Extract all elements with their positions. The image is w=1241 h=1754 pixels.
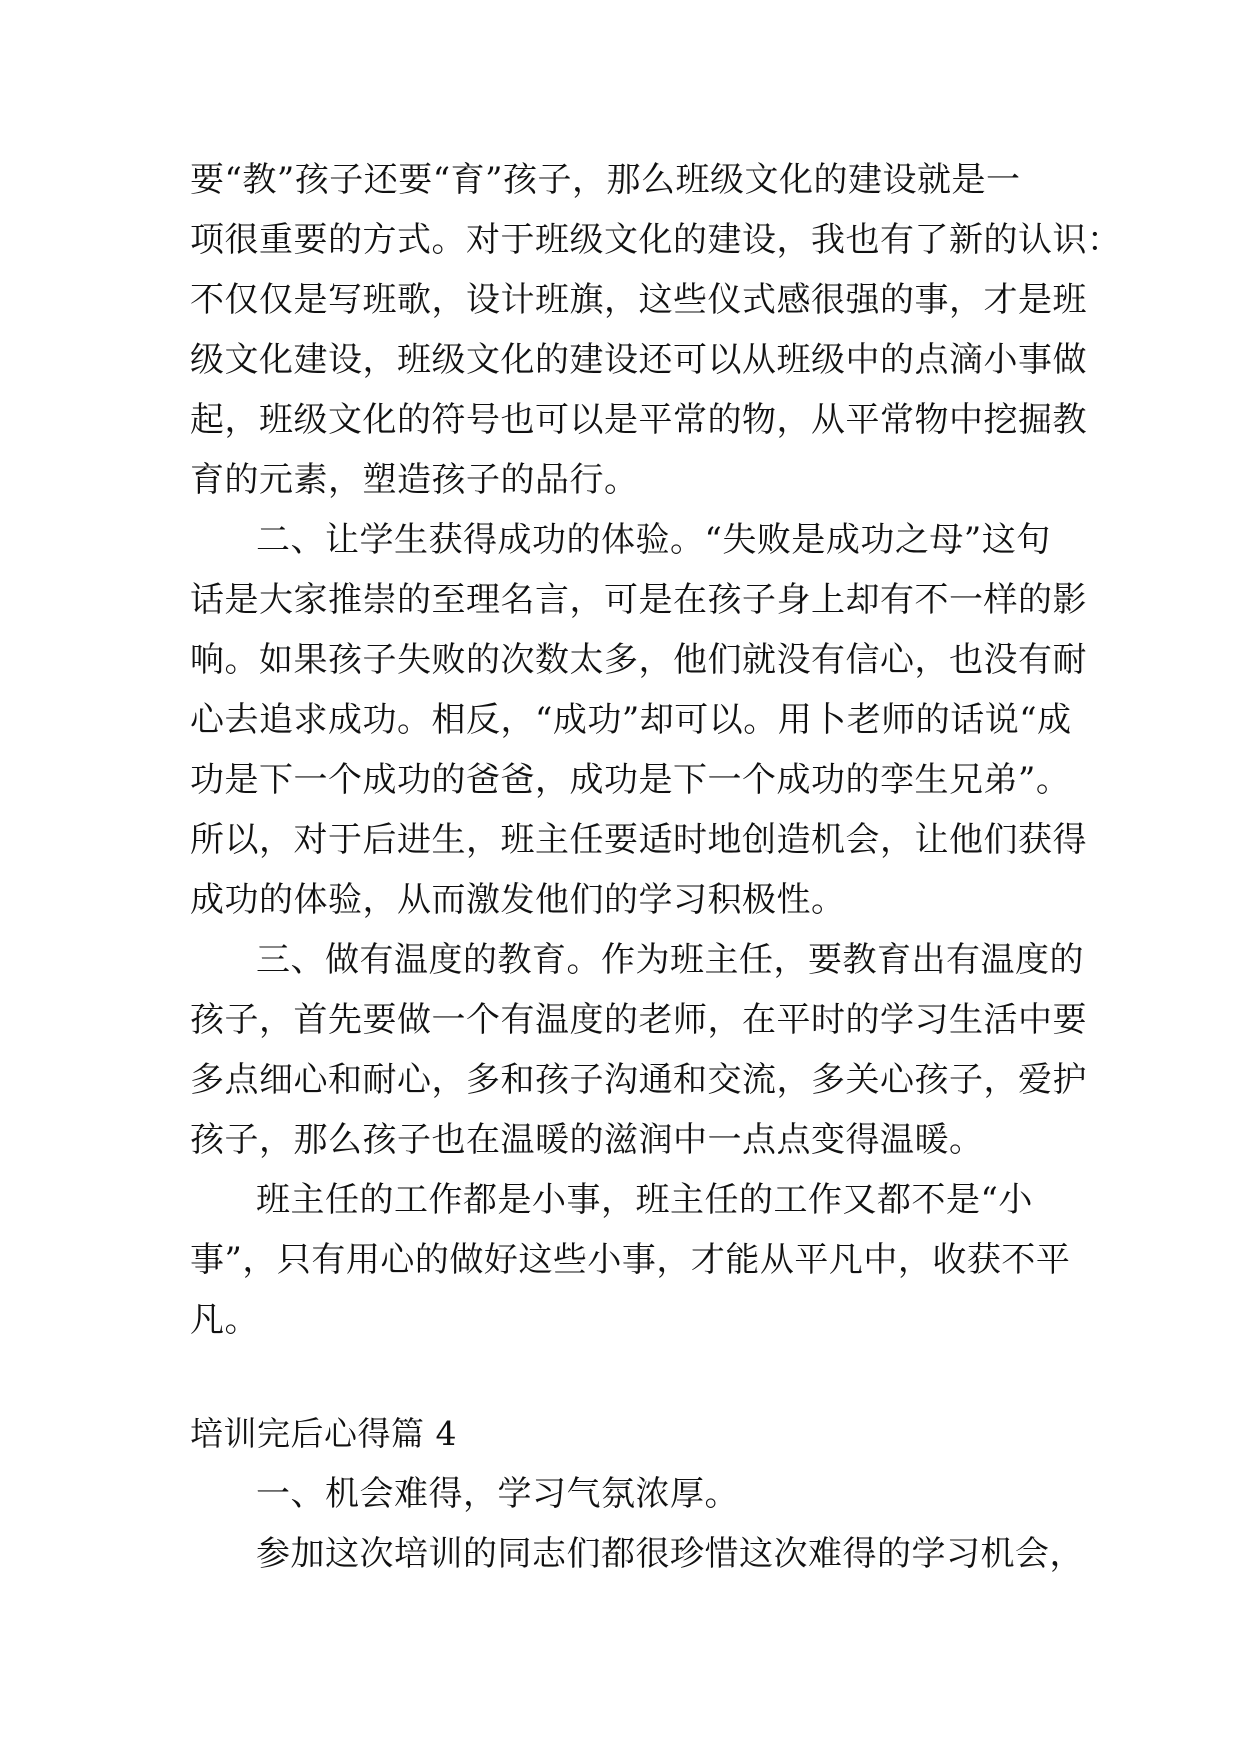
text-line: 不仅仅是写班歌，设计班旗，这些仪式感很强的事，才是班 (190, 280, 1087, 320)
text-line: 起，班级文化的符号也可以是平常的物，从平常物中挖掘教 (190, 400, 1087, 440)
section-spacer (190, 1350, 1058, 1404)
section-paragraph-start: 参加这次培训的同志们都很珍惜这次难得的学习机会， (256, 1534, 1084, 1574)
text-line: 凡。 (190, 1300, 259, 1340)
text-line: 二、让学生获得成功的体验。“失败是成功之母”这句 (256, 520, 1051, 560)
text-line: 功是下一个成功的爸爸，成功是下一个成功的孪生兄弟”。 (190, 760, 1071, 800)
text-line: 要“教”孩子还要“育”孩子，那么班级文化的建设就是一 (190, 160, 1021, 200)
text-line: 级文化建设，班级文化的建设还可以从班级中的点滴小事做 (190, 340, 1087, 380)
text-line: 话是大家推崇的至理名言，可是在孩子身上却有不一样的影 (190, 580, 1087, 620)
text-line: 成功的体验，从而激发他们的学习积极性。 (190, 880, 846, 920)
text-line: 多点细心和耐心，多和孩子沟通和交流，多关心孩子，爱护 (190, 1060, 1087, 1100)
paragraph-warm-education (190, 930, 1087, 1170)
text-line: 响。如果孩子失败的次数太多，他们就没有信心，也没有耐 (190, 640, 1087, 680)
paragraph-success-experience (190, 510, 1087, 930)
text-line: 心去追求成功。相反，“成功”却可以。用卜老师的话说“成 (190, 700, 1072, 740)
section-point-one: 一、机会难得，学习气氛浓厚。 (256, 1474, 739, 1514)
text-line: 项很重要的方式。对于班级文化的建设，我也有了新的认识： (190, 220, 1122, 260)
paragraph-conclusion (190, 1170, 1071, 1350)
section-heading: 培训完后心得篇 4 (190, 1414, 457, 1453)
text-line: 三、做有温度的教育。作为班主任，要教育出有温度的 (256, 940, 1084, 980)
text-line: 班主任的工作都是小事，班主任的工作又都不是“小 (256, 1180, 1033, 1220)
paragraph-class-culture (190, 150, 1122, 510)
document-body (190, 150, 1122, 1584)
text-line: 孩子，首先要做一个有温度的老师，在平时的学习生活中要 (190, 1000, 1087, 1040)
text-line: 事”，只有用心的做好这些小事，才能从平凡中，收获不平 (190, 1240, 1071, 1280)
text-line: 孩子，那么孩子也在温暖的滋润中一点点变得温暖。 (190, 1120, 984, 1160)
text-line: 育的元素，塑造孩子的品行。 (190, 460, 639, 500)
text-line: 所以，对于后进生，班主任要适时地创造机会，让他们获得 (190, 820, 1087, 860)
